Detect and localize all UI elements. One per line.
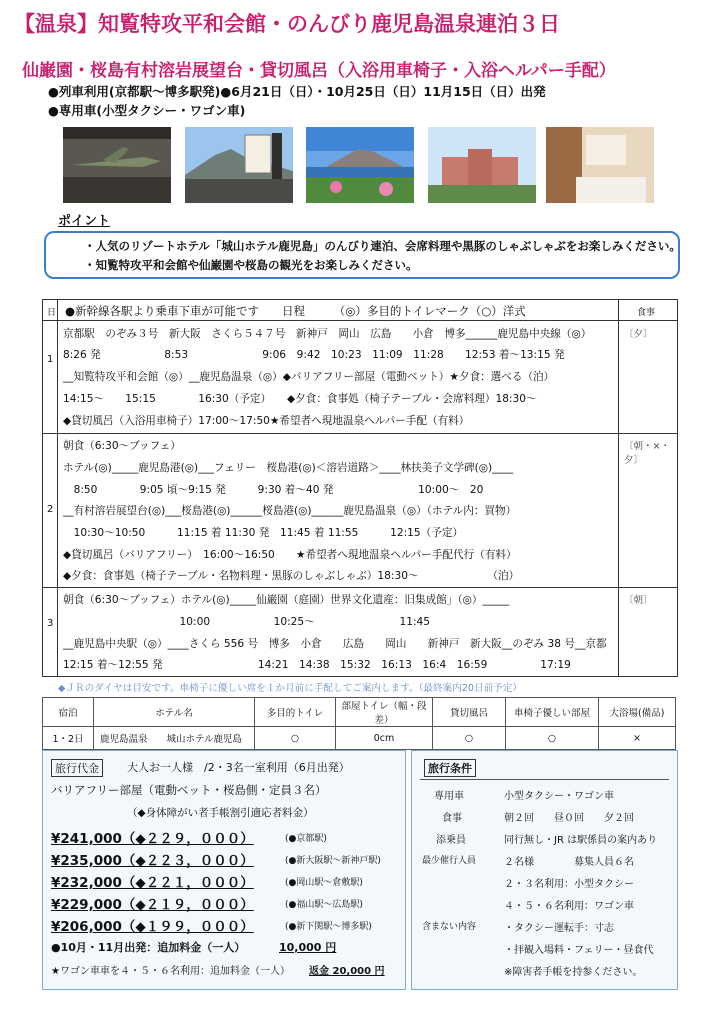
acc-header-cell: 車椅子優しい部屋 xyxy=(506,698,599,727)
acc-cell: ○ xyxy=(255,727,336,750)
photo-sakurajima-view xyxy=(306,127,414,203)
schedule-line: ◆貸切風呂（バリアフリー） 16:00～16:50 ★希望者へ現地温泉ヘルパー手配代行（有料） xyxy=(63,549,517,561)
point-item: ・知覧特攻平和会館や仙巌園や桜島の観光をお楽しみください。 xyxy=(84,258,418,272)
day-meal: 〔朝〕 xyxy=(624,595,653,606)
day-number: 3 xyxy=(47,618,54,629)
schedule-line: __鹿児島中央駅（◎）____さくら 556 号 博多 小倉 広島 岡山 新神戸 新大阪__のぞみ 38 号__京都 xyxy=(63,638,607,650)
schedule-header: ●新幹線各駅より乗車下車が可能です 日程 （◎）多目的トイレマーク（○）洋式 xyxy=(65,304,526,318)
point-box xyxy=(44,231,680,279)
photo-hotel-room xyxy=(546,127,654,203)
photo-lava-sakurajima xyxy=(185,127,293,203)
acc-cell: ○ xyxy=(433,727,506,750)
schedule-line: 10:30～10:50 11:15 着 11:30 発 11:45 着 11:55 12:15（予定） xyxy=(63,527,464,539)
acc-header-cell: 貸切風呂 xyxy=(433,698,506,727)
schedule-line: 14:15～ 15:15 16:30（予定） ◆夕食：食事処（椅子テーブル・会席料理）18:30～ xyxy=(63,393,537,405)
page-subtitle: 仙巌園・桜島有村溶岩展望台・貸切風呂（入浴用車椅子・入浴ヘルパー手配） xyxy=(22,61,616,81)
schedule-line: 京都駅 のぞみ３号 新大阪 さくら５４７号 新神戸 岡山 広島 小倉 博多______鹿児島中央線（◎） xyxy=(63,328,592,340)
conditions-label: 旅行条件 xyxy=(424,759,476,777)
table-row xyxy=(43,698,676,727)
schedule-line: 8:26 発 8:53 9:06 9:42 10:23 11:09 11:28 12:53 着～13:15 発 xyxy=(63,349,565,361)
acc-cell: 鹿児島温泉 城山ホテル鹿児島 xyxy=(94,727,255,750)
day-number: 2 xyxy=(47,504,54,515)
condition-key: 添乗員 xyxy=(436,835,466,846)
condition-value: 小型タクシー・ワゴン車 xyxy=(504,791,614,802)
price-value: ¥235,000（◆２２３，０００） xyxy=(51,853,254,869)
schedule-line: ◆貸切風呂（入浴用車椅子）17:00～17:50★希望者へ現地温泉ヘルパー手配（有料） xyxy=(63,415,470,427)
condition-value: ※障害者手帳を持参ください。 xyxy=(504,967,643,978)
condition-value: ・拝観入場料・フェリー・昼食代 xyxy=(504,945,654,956)
day-meal: 〔夕〕 xyxy=(624,329,653,340)
acc-header-cell: 部屋トイレ（幅・段差） xyxy=(336,698,433,727)
schedule-line: __有村溶岩展望台(◎)___桜島港(◎)______桜島港(◎)______鹿児島温泉（◎）（ホテル内：買物） xyxy=(63,505,517,517)
wagon-fee-label: ★ワゴン車車を４・５・６名利用：追加料金（一人） xyxy=(51,966,290,977)
private-car-line: ●専用車(小型タクシー・ワゴン車) xyxy=(48,103,246,118)
wagon-fee-value: 返金 20,000 円 xyxy=(309,966,385,977)
page-title: 【温泉】知覧特攻平和会館・のんびり鹿児島温泉連泊３日 xyxy=(14,12,560,36)
condition-value: 同行無し・JR は駅係員の案内あり xyxy=(504,835,658,846)
price-label: 旅行代金 xyxy=(51,759,103,777)
schedule-line: 朝食（6:30～ブッフェ） xyxy=(63,440,181,452)
price-head: 大人お一人様 /2・3名一室利用（6月出発） xyxy=(127,761,350,774)
jr-timetable-note: ◆ＪＲのダイヤは目安です。車椅子に優しい席を１か月前に手配してご案内します。（最終案内20日前予定） xyxy=(58,683,522,694)
price-area: (●福山駅～広島駅) xyxy=(285,900,363,910)
acc-header-cell: ホテル名 xyxy=(94,698,255,727)
schedule-line: ホテル(◎)_____鹿児島港(◎)___フェリー 桜島港(◎)＜溶岩道路＞____林扶美子文学碑(◎)____ xyxy=(63,462,514,474)
acc-cell: 0cm xyxy=(336,727,433,750)
photo-museum xyxy=(63,127,171,203)
table-row xyxy=(43,727,676,750)
schedule-line: __知覧特攻平和会館（◎）__鹿児島温泉（◎）◆バリアフリー部屋（電動ベット）★夕食：選べる（泊） xyxy=(63,371,555,383)
photo-hotel xyxy=(428,127,536,203)
condition-value: ・タクシー運転手：寸志 xyxy=(504,923,614,934)
condition-key: 食事 xyxy=(442,813,462,824)
price-area: (●岡山駅～倉敷駅) xyxy=(285,878,363,888)
schedule-line: 朝食（6:30～ブッフェ）ホテル(◎)_____仙巌園（庭園）世界文化遺産：旧集成館」（◎）_____ xyxy=(63,594,510,606)
condition-value: 朝２回 昼０回 夕２回 xyxy=(504,813,634,824)
extra-fee-label: ●10月・11月出発：追加料金（一人） xyxy=(51,941,246,954)
price-area: (●新大阪駅～新神戸駅) xyxy=(285,856,381,866)
price-value: ¥229,000（◆２１９，０００） xyxy=(51,897,254,913)
acc-cell: × xyxy=(599,727,676,750)
schedule-line: ◆夕食：食事処（椅子テーブル・名物料理・黒豚のしゃぶしゃぶ）18:30～ （泊） xyxy=(63,570,520,582)
condition-key: 最少催行人員 xyxy=(422,856,477,866)
train-departure-line: ●列車利用(京都駅～博多駅発)●6月21日（日）・10月25日（日）11月15日（日）出発 xyxy=(48,84,546,99)
point-item: ・人気のリゾートホテル「城山ホテル鹿児島」のんびり連泊、会席料理や黒豚のしゃぶしゃぶをお楽しみください。 xyxy=(84,239,681,253)
accommodation-table xyxy=(42,697,676,750)
price-room: バリアフリー部屋（電動ベット・桜島側・定員３名） xyxy=(51,783,327,797)
condition-key: 専用車 xyxy=(434,791,464,802)
condition-value: ２名様 募集人員６名 xyxy=(504,857,634,868)
price-value: ¥232,000（◆２２１，０００） xyxy=(51,875,254,891)
col-day-header: 日 xyxy=(47,308,57,318)
price-value: ¥241,000（◆２２９，０００） xyxy=(51,831,254,847)
extra-fee-value: 10,000 円 xyxy=(279,941,337,954)
col-meal-header: 食事 xyxy=(637,308,656,318)
price-area: (●京都駅) xyxy=(285,834,327,844)
price-area: (●新下関駅～博多駅) xyxy=(285,922,372,932)
conditions-box xyxy=(411,750,678,990)
acc-header-cell: 大浴場(備品) xyxy=(599,698,676,727)
schedule-line: 10:00 10:25～ 11:45 xyxy=(63,616,431,628)
price-discount: （◆身体障がい者手帳割引適応者料金） xyxy=(127,807,314,819)
price-value: ¥206,000（◆１９９，０００） xyxy=(51,919,254,935)
schedule-line: 8:50 9:05 頃～9:15 発 9:30 着～40 発 10:00～ 20 xyxy=(63,484,484,496)
schedule-table xyxy=(42,299,678,677)
price-box xyxy=(42,750,406,990)
point-label: ポイント xyxy=(58,214,111,229)
condition-key: 含まない内容 xyxy=(422,922,477,932)
day-meal: 〔朝・×・夕〕 xyxy=(624,441,670,466)
acc-cell: ○ xyxy=(506,727,599,750)
condition-value: ４・５・６名利用：ワゴン車 xyxy=(504,901,634,912)
acc-cell: 1・2日 xyxy=(43,727,94,750)
schedule-line: 12:15 着～12:55 発 14:21 14:38 15:32 16:13 16:4 16:59 17:19 xyxy=(63,659,571,671)
condition-value: ２・３名利用：小型タクシー xyxy=(504,879,634,890)
acc-header-cell: 多目的トイレ xyxy=(255,698,336,727)
acc-header-cell: 宿泊 xyxy=(43,698,94,727)
day-number: 1 xyxy=(47,354,54,365)
